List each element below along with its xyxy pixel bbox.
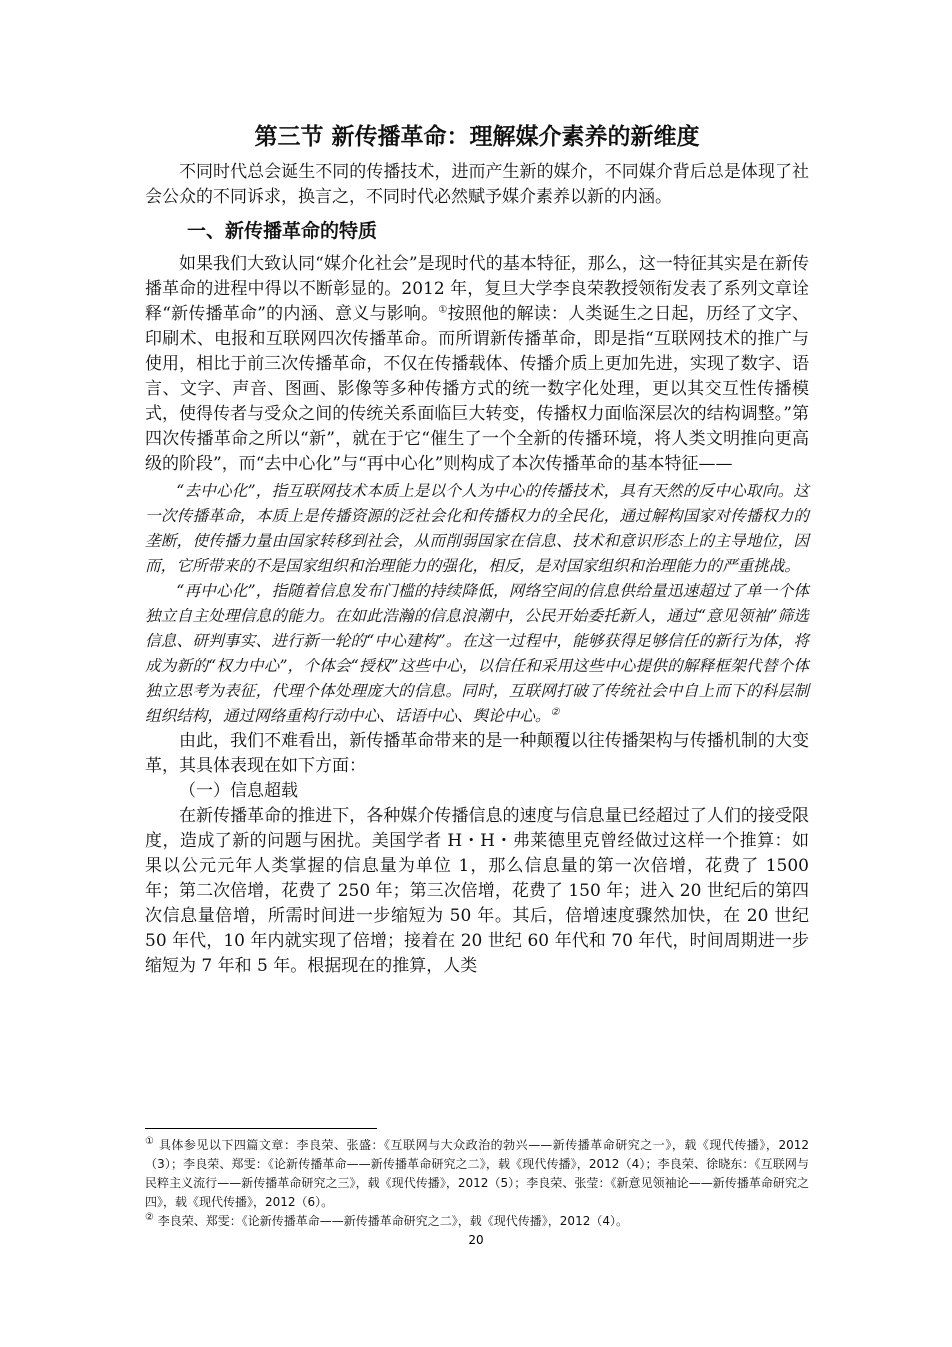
footnote-2-text: 李良荣、郑雯：《论新传播革命——新传播革命研究之二》，载《现代传播》，2012（4）。 [157, 1214, 628, 1228]
footnote-1-mark: ① [145, 1136, 155, 1147]
quote-decentralization: “去中心化”，指互联网技术本质上是以个人为中心的传播技术，具有天然的反中心取向。这一次传播革命，本质上是传播资源的泛社会化和传播权力的全民化，通过解构国家对传播权力的垄断，使传播力量由国家转移到社会，从而削弱国家在信息、技术和意识形态上的主导地位，因而，它所带来的不是国家组织和治理能力的强化，相反，是对国家组织和治理能力的严重挑战。 [145, 482, 809, 575]
footnote-separator [145, 1128, 377, 1129]
page-number: 20 [468, 1233, 484, 1247]
paragraph-1 [145, 252, 809, 477]
heading-new-communication-revolution: 一、新传播革命的特质 [187, 220, 378, 242]
page-body [145, 120, 809, 979]
paragraph-1-part-b: 按照他的解读：人类诞生之日起，历经了文字、印刷术、电报和互联网四次传播革命。而所谓新传播革命，即是指“互联网技术的推广与使用，相比于前三次传播革命，不仅在传播载体、传播介质上更加先进，实现了数字、语言、文字、声音、图画、影像等多种传播方式的统一数字化处理，更以其交互性传播模式，使得传者与受众之间的传统关系面临巨大转变，传播权力面临深层次的结构调整。”第四次传播革命之所以“新”，就在于它“催生了一个全新的传播环境，将人类文明推向更高级的阶段”，而“去中心化”与“再中心化”则构成了本次传播革命的基本特征—— [145, 304, 809, 474]
footnote-2-mark: ② [145, 1212, 154, 1223]
footnote-2 [145, 1212, 809, 1231]
paragraph-2: 由此，我们不难看出，新传播革命带来的是一种颠覆以往传播架构与传播机制的大变革，其具体表现在如下方面： [145, 731, 809, 776]
quote-recentralization-text: “再中心化”，指随着信息发布门槛的持续降低，网络空间的信息供给量迅速超过了单一个体独立自主处理信息的能力。在如此浩瀚的信息浪潮中，公民开始委托新人，通过“意见领袖”筛选信息、研判事实、进行新一轮的“中心建构”。在这一过程中，能够获得足够信任的新行为体，将成为新的“权力中心”，个体会“授权”这些中心，以信任和采用这些中心提供的解释框架代替个体独立思考为表征，代理个体处理庞大的信息。同时，互联网打破了传统社会中自上而下的科层制组织结构，通过网络重构行动中心、话语中心、舆论中心。 [145, 582, 809, 725]
paragraph-1-part-a: 如果我们大致认同“媒介化社会”是现时代的基本特征，那么，这一特征其实是在新传播革命的进程中得以不断彰显的。2012 年，复旦大学李良荣教授领衔发表了系列文章诠释“新传播革命”的内涵、意义与影响。 [145, 254, 809, 324]
footnote-1 [145, 1136, 809, 1212]
paragraph-3: 在新传播革命的推进下，各种媒介传播信息的速度与信息量已经超过了人们的接受限度，造成了新的问题与困扰。美国学者 H・H・弗莱德里克曾经做过这样一个推算：如果以公元元年人类掌握的信息量为单位 1，那么信息量的第一次倍增，花费了 1500 年；第二次倍增，花费了 250 年；第三次倍增，花费了 150 年；进入 20 世纪后的第四次信息量倍增，所需时间进一步缩短为 50 年。其后，倍增速度骤然加快，在 20 世纪 50 年代，10 年内就实现了倍增；接着在 20 世纪 60 年代和 70 年代，时间周期进一步缩短为 7 年和 5 年。根据现在的推算，人类 [145, 806, 809, 976]
footnote-ref-2[interactable]: ② [550, 706, 560, 718]
footnote-ref-1[interactable]: ① [438, 304, 448, 316]
footnote-1-text: 具体参见以下四篇文章：李良荣、张盛：《互联网与大众政治的勃兴——新传播革命研究之一》，载《现代传播》，2012（3）；李良荣、郑雯：《论新传播革命——新传播革命研究之二》，载《现代传播》，2012（4）；李良荣、徐晓东：《互联网与民粹主义流行——新传播革命研究之三》，载《现代传播》，2012（5）；李良荣、张莹：《新意见领袖论——新传播革命研究之四》，载《现代传播》，2012（6）。 [145, 1138, 809, 1209]
subheading-information-overload: （一）信息超载 [179, 781, 298, 801]
section-title: 第三节 新传播革命：理解媒介素养的新维度 [254, 124, 700, 150]
quote-recentralization [145, 579, 809, 729]
footnotes [145, 1136, 809, 1231]
intro-paragraph: 不同时代总会诞生不同的传播技术，进而产生新的媒介，不同媒介背后总是体现了社会公众的不同诉求，换言之，不同时代必然赋予媒介素养以新的内涵。 [145, 162, 809, 207]
